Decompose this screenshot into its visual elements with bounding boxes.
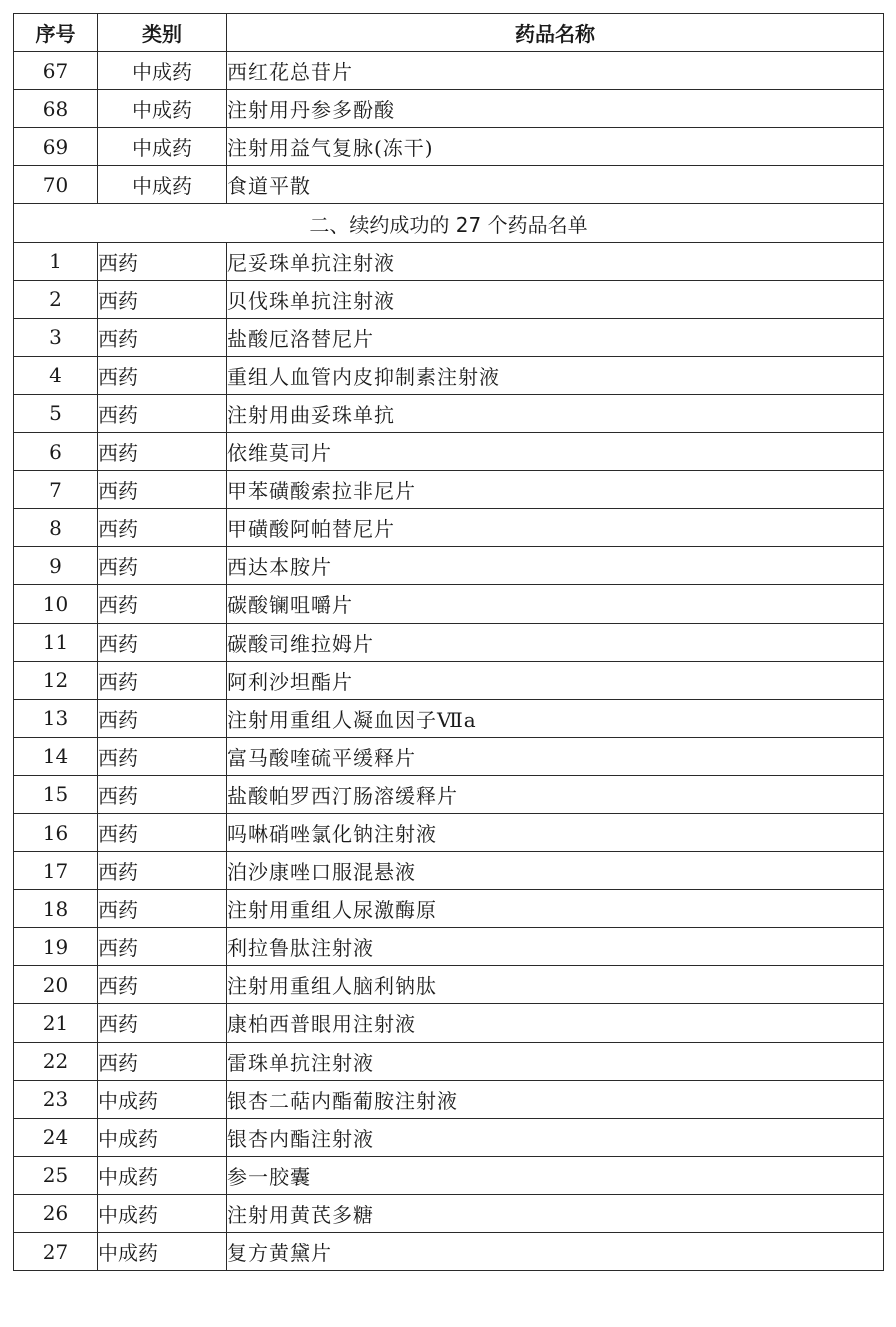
row-category: 中成药 <box>98 1156 227 1194</box>
header-name: 药品名称 <box>227 14 884 52</box>
table-row <box>14 242 884 280</box>
table-row <box>14 699 884 737</box>
row-drug-name: 利拉鲁肽注射液 <box>227 928 884 966</box>
row-drug-name: 西达本胺片 <box>227 547 884 585</box>
row-number: 14 <box>14 737 98 775</box>
row-drug-name: 食道平散 <box>227 166 884 204</box>
table-row <box>14 1004 884 1042</box>
section-row <box>14 204 884 242</box>
row-number: 4 <box>14 356 98 394</box>
header-no: 序号 <box>14 14 98 52</box>
row-category: 中成药 <box>98 1194 227 1232</box>
row-drug-name: 注射用重组人尿激酶原 <box>227 890 884 928</box>
table-row <box>14 623 884 661</box>
row-drug-name: 银杏内酯注射液 <box>227 1118 884 1156</box>
row-category: 西药 <box>98 1004 227 1042</box>
row-drug-name: 西红花总苷片 <box>227 52 884 90</box>
row-drug-name: 贝伐珠单抗注射液 <box>227 280 884 318</box>
row-number: 21 <box>14 1004 98 1042</box>
table-row <box>14 280 884 318</box>
row-drug-name: 注射用益气复脉(冻干) <box>227 128 884 166</box>
row-number: 9 <box>14 547 98 585</box>
table-row <box>14 852 884 890</box>
row-category: 西药 <box>98 966 227 1004</box>
row-number: 2 <box>14 280 98 318</box>
row-drug-name: 注射用重组人凝血因子Ⅶa <box>227 699 884 737</box>
row-number: 5 <box>14 394 98 432</box>
row-number: 20 <box>14 966 98 1004</box>
row-number: 70 <box>14 166 98 204</box>
row-number: 11 <box>14 623 98 661</box>
row-drug-name: 注射用黄芪多糖 <box>227 1194 884 1232</box>
table-row <box>14 1156 884 1194</box>
table-row <box>14 547 884 585</box>
row-drug-name: 甲磺酸阿帕替尼片 <box>227 509 884 547</box>
row-category: 西药 <box>98 813 227 851</box>
row-drug-name: 雷珠单抗注射液 <box>227 1042 884 1080</box>
row-number: 6 <box>14 433 98 471</box>
drug-list-table <box>13 13 884 1271</box>
row-drug-name: 参一胶囊 <box>227 1156 884 1194</box>
row-drug-name: 泊沙康唑口服混悬液 <box>227 852 884 890</box>
table-row <box>14 813 884 851</box>
row-number: 10 <box>14 585 98 623</box>
row-category: 西药 <box>98 356 227 394</box>
row-number: 18 <box>14 890 98 928</box>
row-number: 25 <box>14 1156 98 1194</box>
row-number: 7 <box>14 471 98 509</box>
row-category: 西药 <box>98 318 227 356</box>
table-row <box>14 356 884 394</box>
row-drug-name: 盐酸厄洛替尼片 <box>227 318 884 356</box>
row-category: 西药 <box>98 433 227 471</box>
table-row <box>14 775 884 813</box>
row-category: 西药 <box>98 585 227 623</box>
row-number: 24 <box>14 1118 98 1156</box>
row-drug-name: 注射用重组人脑利钠肽 <box>227 966 884 1004</box>
table-row <box>14 318 884 356</box>
row-drug-name: 重组人血管内皮抑制素注射液 <box>227 356 884 394</box>
table-row <box>14 471 884 509</box>
row-category: 西药 <box>98 280 227 318</box>
row-category: 中成药 <box>98 90 227 128</box>
row-drug-name: 碳酸镧咀嚼片 <box>227 585 884 623</box>
row-number: 3 <box>14 318 98 356</box>
row-drug-name: 盐酸帕罗西汀肠溶缓释片 <box>227 775 884 813</box>
row-category: 西药 <box>98 928 227 966</box>
row-number: 8 <box>14 509 98 547</box>
table-row <box>14 52 884 90</box>
row-drug-name: 富马酸喹硫平缓释片 <box>227 737 884 775</box>
table-row <box>14 890 884 928</box>
row-category: 西药 <box>98 661 227 699</box>
table-row <box>14 1118 884 1156</box>
row-number: 23 <box>14 1080 98 1118</box>
row-drug-name: 碳酸司维拉姆片 <box>227 623 884 661</box>
table-row <box>14 128 884 166</box>
table-row <box>14 966 884 1004</box>
row-drug-name: 注射用曲妥珠单抗 <box>227 394 884 432</box>
row-category: 中成药 <box>98 128 227 166</box>
row-category: 西药 <box>98 737 227 775</box>
row-number: 69 <box>14 128 98 166</box>
section-title: 二、续约成功的 27 个药品名单 <box>14 204 884 242</box>
table-row <box>14 433 884 471</box>
row-number: 67 <box>14 52 98 90</box>
row-category: 西药 <box>98 471 227 509</box>
row-number: 68 <box>14 90 98 128</box>
row-number: 17 <box>14 852 98 890</box>
row-category: 西药 <box>98 394 227 432</box>
table-header-row <box>14 14 884 52</box>
table-row <box>14 166 884 204</box>
table-row <box>14 1042 884 1080</box>
table-row <box>14 1233 884 1271</box>
row-drug-name: 依维莫司片 <box>227 433 884 471</box>
table-row <box>14 394 884 432</box>
row-category: 中成药 <box>98 52 227 90</box>
row-drug-name: 注射用丹参多酚酸 <box>227 90 884 128</box>
row-number: 26 <box>14 1194 98 1232</box>
table-row <box>14 928 884 966</box>
row-category: 西药 <box>98 547 227 585</box>
row-category: 西药 <box>98 1042 227 1080</box>
row-drug-name: 甲苯磺酸索拉非尼片 <box>227 471 884 509</box>
table-row <box>14 737 884 775</box>
row-number: 22 <box>14 1042 98 1080</box>
row-number: 13 <box>14 699 98 737</box>
table-row <box>14 1194 884 1232</box>
row-number: 16 <box>14 813 98 851</box>
table-row <box>14 90 884 128</box>
row-category: 中成药 <box>98 1118 227 1156</box>
row-drug-name: 康柏西普眼用注射液 <box>227 1004 884 1042</box>
row-category: 中成药 <box>98 1080 227 1118</box>
row-number: 19 <box>14 928 98 966</box>
header-category: 类别 <box>98 14 227 52</box>
row-category: 西药 <box>98 623 227 661</box>
row-number: 12 <box>14 661 98 699</box>
row-number: 1 <box>14 242 98 280</box>
row-category: 西药 <box>98 509 227 547</box>
row-category: 西药 <box>98 775 227 813</box>
row-drug-name: 尼妥珠单抗注射液 <box>227 242 884 280</box>
table-row <box>14 585 884 623</box>
row-category: 西药 <box>98 852 227 890</box>
row-drug-name: 复方黄黛片 <box>227 1233 884 1271</box>
table-row <box>14 1080 884 1118</box>
row-category: 中成药 <box>98 166 227 204</box>
table-body <box>14 52 884 1271</box>
row-category: 中成药 <box>98 1233 227 1271</box>
row-category: 西药 <box>98 242 227 280</box>
row-drug-name: 银杏二萜内酯葡胺注射液 <box>227 1080 884 1118</box>
row-category: 西药 <box>98 699 227 737</box>
row-category: 西药 <box>98 890 227 928</box>
row-number: 27 <box>14 1233 98 1271</box>
row-number: 15 <box>14 775 98 813</box>
table-row <box>14 661 884 699</box>
row-drug-name: 吗啉硝唑氯化钠注射液 <box>227 813 884 851</box>
row-drug-name: 阿利沙坦酯片 <box>227 661 884 699</box>
table-row <box>14 509 884 547</box>
